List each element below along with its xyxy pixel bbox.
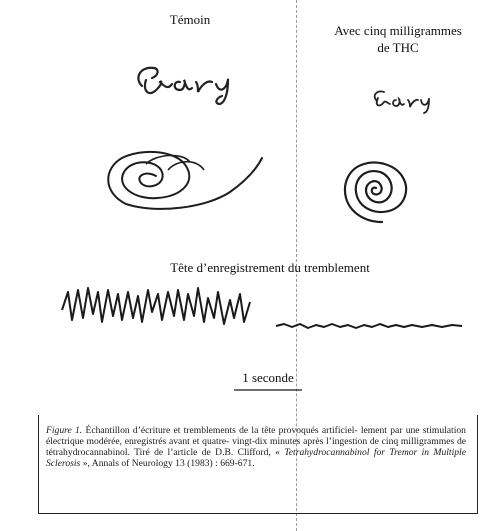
signature-thc (366, 86, 438, 116)
tremor-trace-thc (276, 324, 462, 328)
caption-figure-label: Figure 1. (46, 425, 83, 436)
spiral-thc (330, 150, 420, 230)
spiral-control (86, 140, 276, 212)
caption-line-2: lement par une stimulation électrique modérée, enregistrés avant et quatre- (46, 425, 466, 447)
tremor-recording-title: Tête d’enregistrement du tremblement (170, 260, 370, 275)
caption-line-1: Échantillon d’écriture et tremblements de la tête provoqués artificiel- (85, 425, 358, 436)
thc-title-line-1: Avec cinq milligrammes (334, 23, 462, 38)
tremor-traces (56, 280, 476, 340)
caption-article-title-1: Tetrahydrocannabinol for Tremor in Multiple (284, 447, 466, 458)
tremor-trace-control (62, 288, 250, 324)
signature-control (128, 58, 278, 108)
figure-caption (46, 425, 466, 469)
thc-column-title (318, 22, 478, 56)
caption-article-title-2: Sclerosis (46, 458, 81, 469)
caption-line-3: vingt-dix minutes après l’ingestion de cinq milligrammes de tétrahydrocannabinol. (46, 436, 466, 458)
time-scale-bar (228, 387, 308, 393)
caption-line-4: Tiré de l’article de D.B. Clifford, « (134, 447, 280, 458)
control-column-title: Témoin (169, 12, 211, 27)
thc-title-line-2: de THC (377, 40, 419, 55)
caption-line-5: », Annals of Neurology 13 (1983) : 669-671. (82, 458, 255, 469)
time-scale-label: 1 seconde (242, 370, 294, 385)
